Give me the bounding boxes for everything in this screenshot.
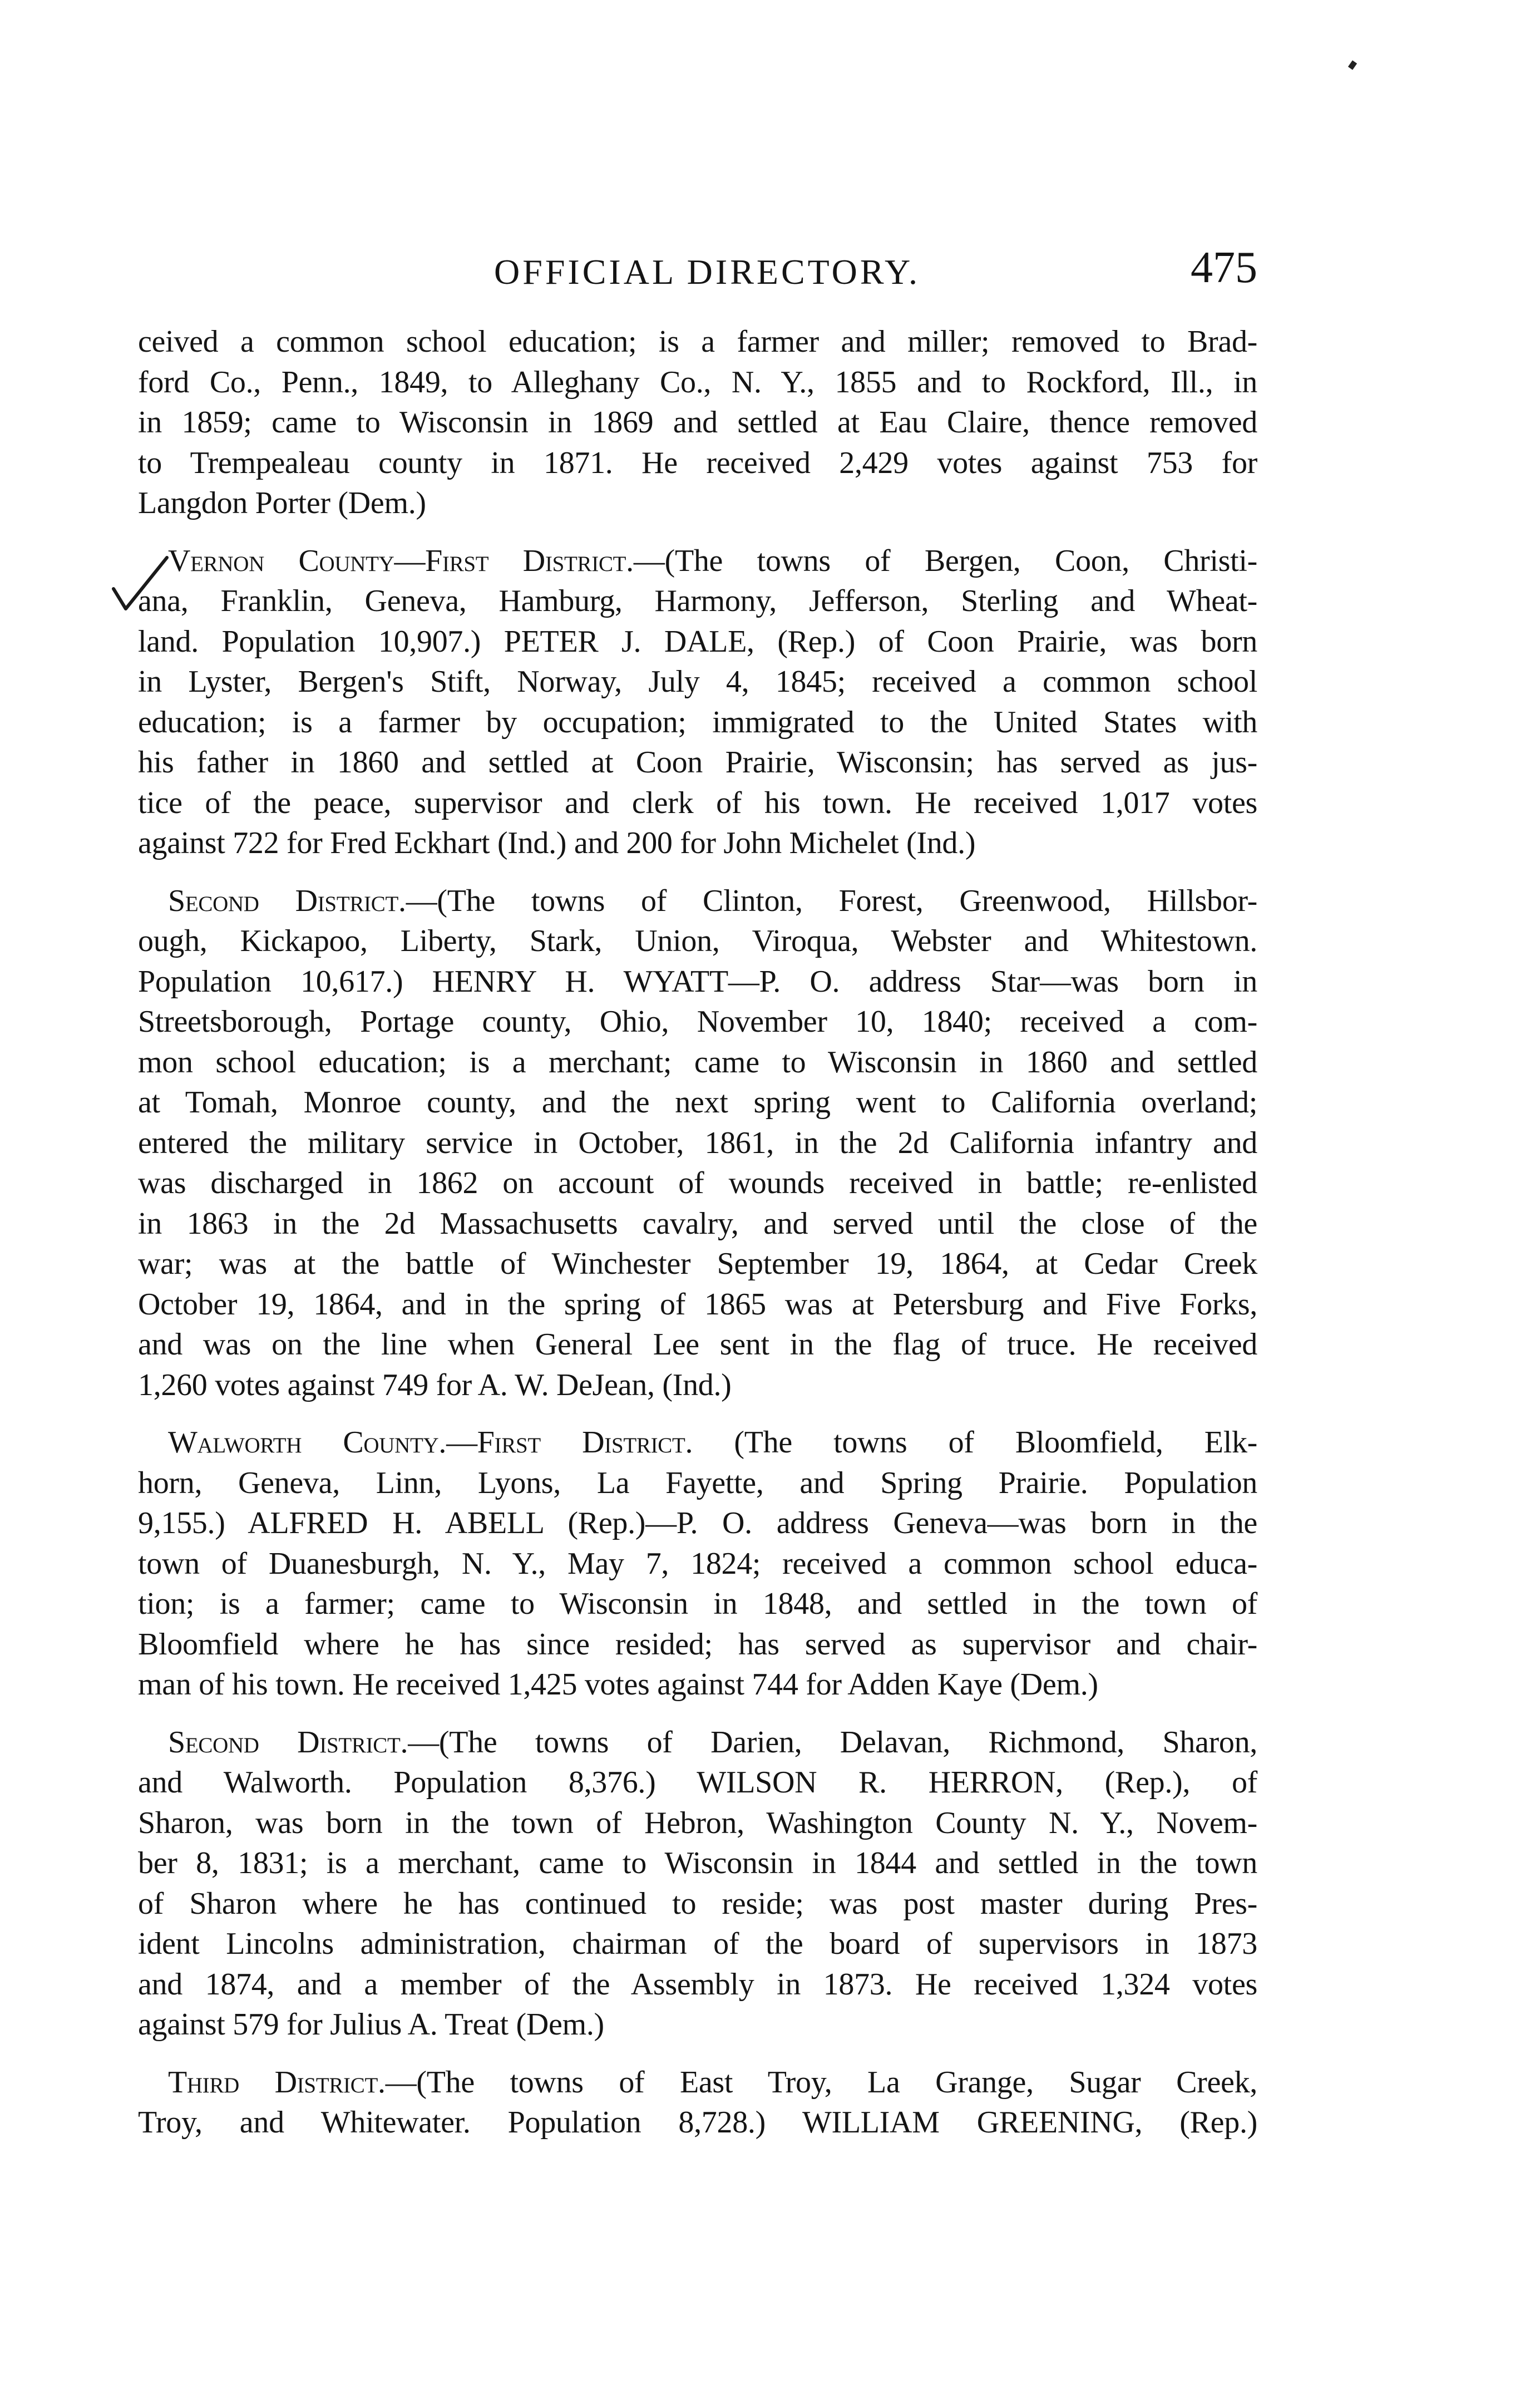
text-line: was discharged in 1862 on account of wounds received in battle; re-enlisted — [138, 1166, 1257, 1200]
text-line: ough, Kickapoo, Liberty, Stark, Union, Viroqua, Webster and Whitestown. — [138, 924, 1257, 958]
text-line: war; was at the battle of Winchester September 19, 1864, at Cedar Creek — [138, 1247, 1257, 1281]
heading-continuation: —(The towns of Clinton, Forest, Greenwood, Hillsbor- — [406, 883, 1257, 918]
text-line: ford Co., Penn., 1849, to Alleghany Co., N. Y., 1855 and to Rockford, Ill., in — [138, 364, 1257, 400]
text-line-first — [138, 881, 1257, 922]
district-heading: Vernon County—First District. — [168, 543, 634, 578]
text-line: Troy, and Whitewater. Population 8,728.) WILLIAM GREENING, (Rep.) — [138, 2105, 1257, 2140]
heading-continuation: —(The towns of Darien, Delavan, Richmond, Sharon, — [408, 1725, 1258, 1760]
district-heading: Second District. — [168, 883, 406, 918]
text-line: to Trempealeau county in 1871. He received 2,429 votes against 753 for — [138, 445, 1257, 480]
page-number: 475 — [1191, 243, 1257, 292]
running-title: OFFICIAL DIRECTORY. — [494, 252, 920, 292]
stray-ink-mark — [1348, 60, 1357, 70]
text-line: against 579 for Julius A. Treat (Dem.) — [138, 2007, 604, 2042]
text-line: in Lyster, Bergen's Stift, Norway, July 4, 1845; received a common school — [138, 664, 1257, 699]
text-line-first — [138, 2062, 1257, 2103]
page-header — [132, 243, 1257, 304]
heading-continuation: —(The towns of East Troy, La Grange, Sugar Creek, — [385, 2065, 1257, 2100]
paragraph-continuation — [138, 322, 1257, 524]
text-line: mon school education; is a merchant; came to Wisconsin in 1860 and settled — [138, 1045, 1257, 1080]
heading-continuation: (The towns of Bloomfield, Elk- — [693, 1425, 1257, 1460]
text-line-first — [138, 541, 1257, 582]
text-line-first — [138, 1422, 1257, 1463]
text-line: in 1859; came to Wisconsin in 1869 and settled at Eau Claire, thence removed — [138, 405, 1257, 440]
text-line: and was on the line when General Lee sent in the flag of truce. He received — [138, 1327, 1257, 1362]
text-line: entered the military service in October, 1861, in the 2d California infantry and — [138, 1125, 1257, 1160]
text-line: ident Lincolns administration, chairman of the board of supervisors in 1873 — [138, 1927, 1257, 1961]
text-line: town of Duanesburgh, N. Y., May 7, 1824; received a common school educa- — [138, 1546, 1257, 1581]
text-line: 1,260 votes against 749 for A. W. DeJean, (Ind.) — [138, 1367, 732, 1402]
text-line: education; is a farmer by occupation; immigrated to the United States with — [138, 705, 1257, 740]
text-line: Sharon, was born in the town of Hebron, Washington County N. Y., Novem- — [138, 1805, 1257, 1840]
text-line: against 722 for Fred Eckhart (Ind.) and 200 for John Michelet (Ind.) — [138, 826, 976, 860]
district-heading: Second District. — [168, 1725, 408, 1760]
text-line: land. Population 10,907.) PETER J. DALE, (Rep.) of Coon Prairie, was born — [138, 624, 1257, 659]
paragraph-vernon-second-district — [138, 881, 1257, 1406]
directory-text — [138, 322, 1257, 2143]
text-line: tice of the peace, supervisor and clerk of his town. He received 1,017 votes — [138, 785, 1257, 820]
text-line: horn, Geneva, Linn, Lyons, La Fayette, and Spring Prairie. Population — [138, 1465, 1257, 1500]
text-line-first — [138, 1722, 1257, 1763]
text-line: and 1874, and a member of the Assembly in 1873. He received 1,324 votes — [138, 1967, 1257, 2002]
text-line: Population 10,617.) HENRY H. WYATT—P. O. address Star—was born in — [138, 964, 1257, 999]
text-line: tion; is a farmer; came to Wisconsin in 1848, and settled in the town of — [138, 1587, 1257, 1621]
text-line: October 19, 1864, and in the spring of 1865 was at Petersburg and Five Forks, — [138, 1287, 1257, 1322]
text-line: 9,155.) ALFRED H. ABELL (Rep.)—P. O. address Geneva—was born in the — [138, 1506, 1257, 1540]
text-line: Langdon Porter (Dem.) — [138, 486, 426, 520]
heading-continuation: —(The towns of Bergen, Coon, Christi- — [633, 543, 1257, 578]
text-line: his father in 1860 and settled at Coon Prairie, Wisconsin; has served as jus- — [138, 745, 1257, 780]
text-line: ber 8, 1831; is a merchant, came to Wisconsin in 1844 and settled in the town — [138, 1846, 1257, 1880]
district-heading: Walworth County.—First District. — [168, 1425, 693, 1460]
text-line: of Sharon where he has continued to reside; was post master during Pres- — [138, 1886, 1257, 1921]
text-line: man of his town. He received 1,425 votes against 744 for Adden Kaye (Dem.) — [138, 1667, 1098, 1702]
paragraph-walworth-third-district — [138, 2062, 1257, 2143]
district-heading: Third District. — [168, 2065, 386, 2100]
paragraph-vernon-first-district — [138, 541, 1257, 864]
text-line: Streetsborough, Portage county, Ohio, November 10, 1840; received a com- — [138, 1004, 1257, 1039]
text-line: ana, Franklin, Geneva, Hamburg, Harmony, Jefferson, Sterling and Wheat- — [138, 584, 1257, 618]
text-line: in 1863 in the 2d Massachusetts cavalry, and served until the close of the — [138, 1206, 1257, 1241]
text-line: Bloomfield where he has since resided; has served as supervisor and chair- — [138, 1627, 1257, 1662]
text-line: and Walworth. Population 8,376.) WILSON R. HERRON, (Rep.), of — [138, 1765, 1257, 1800]
paragraph-walworth-second-district — [138, 1722, 1257, 2045]
paragraph-walworth-first-district — [138, 1422, 1257, 1705]
text-line: ceived a common school education; is a farmer and miller; removed to Brad- — [138, 324, 1257, 359]
text-line: at Tomah, Monroe county, and the next spring went to California overland; — [138, 1085, 1257, 1120]
